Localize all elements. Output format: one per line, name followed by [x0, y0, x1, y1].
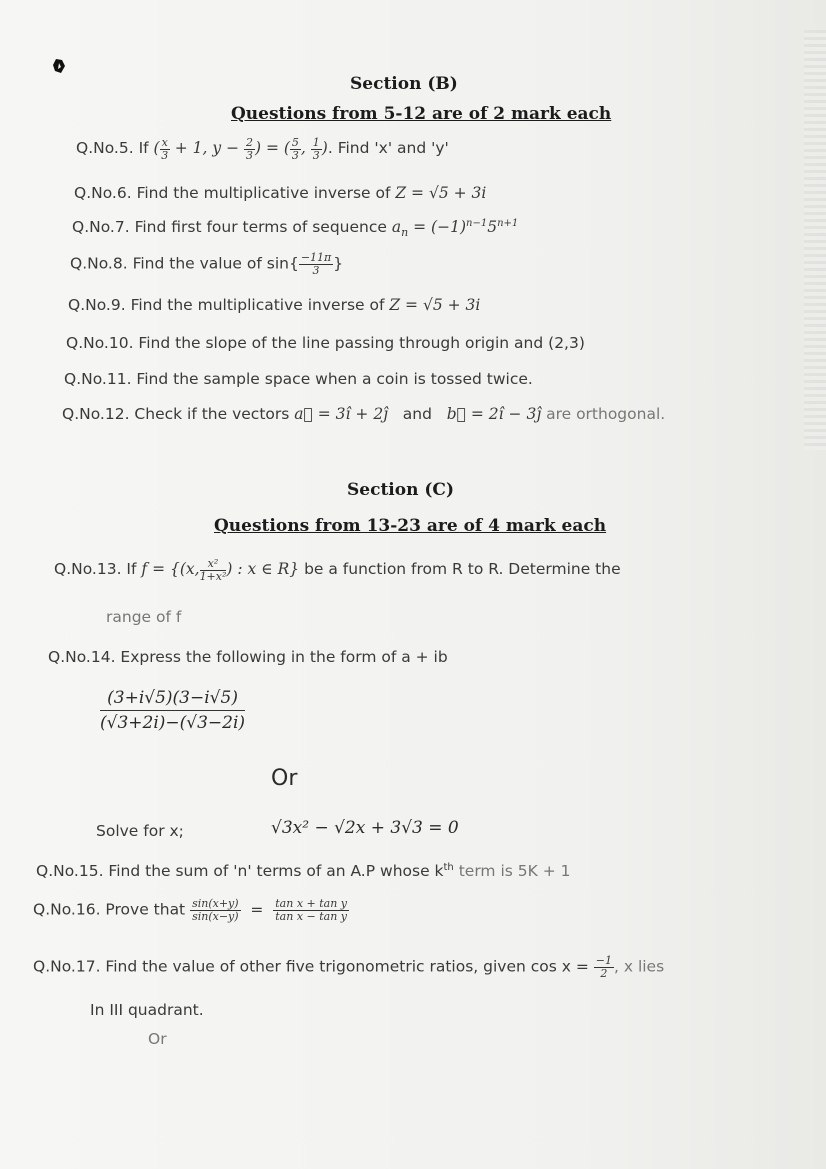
q9-expr: Z = √5 + 3i	[389, 296, 481, 314]
q7-expr: $a_n = (-1)^{n-1}5^{n+1}$	[391, 218, 519, 240]
section-c-title: Section (C)	[347, 480, 454, 500]
question-9	[68, 296, 480, 314]
q5-label: Q.No.5. If	[76, 139, 149, 158]
q12-vector-b: b⃗ = 2î − 3ĵ	[446, 405, 542, 423]
q13-line2: range of f	[106, 608, 182, 626]
q14-numerator: (3+i√5)(3−i√5)	[100, 688, 245, 711]
q14-solve-expr: √3x² − √2x + 3√3 = 0	[271, 818, 459, 838]
question-7	[72, 218, 518, 239]
q13-tail: be a function from R to R. Determine the	[304, 560, 621, 579]
q14-fraction	[100, 688, 245, 733]
question-10: Q.No.10. Find the slope of the line passing through origin and (2,3)	[66, 334, 585, 352]
q15-tail: term is 5K + 1	[458, 862, 571, 881]
question-13	[54, 558, 621, 582]
q16-lhs: $\frac{\sin(x+y)}{\sin(x-y)}$	[192, 897, 239, 923]
question-6	[74, 184, 486, 202]
question-11: Q.No.11. Find the sample space when a coin is tossed twice.	[64, 370, 533, 388]
q9-label: Q.No.9. Find the multiplicative inverse of	[68, 296, 385, 314]
q5-tail: . Find 'x' and 'y'	[327, 139, 449, 158]
q17-fraction: $\frac{-1}{2}$	[595, 954, 612, 980]
q12-and: and	[402, 405, 432, 423]
q8-fraction: $\frac{-11\pi}{3}$	[300, 251, 332, 277]
q5-equation: ( $\frac{x}{3}$ + 1, y − $\frac{2}{3}$ ) = ( $\frac{5}{3}$ , $\frac{1}{3}$ )	[153, 136, 328, 162]
question-17	[33, 955, 664, 979]
q15-label: Q.No.15. Find the sum of 'n' terms of an A.P whose k	[36, 862, 444, 881]
q17-tail: , x lies	[613, 957, 665, 976]
question-14: Q.No.14. Express the following in the form of a + ib	[48, 648, 448, 666]
q6-expr: Z = √5 + 3i	[395, 184, 487, 202]
q14-denominator: (√3+2i)−(√3−2i)	[100, 713, 246, 733]
section-c-subtitle: Questions from 13-23 are of 4 mark each	[214, 516, 607, 536]
ink-blot-icon	[52, 58, 66, 74]
question-12	[62, 405, 665, 423]
section-b-title: Section (B)	[350, 74, 458, 94]
question-8	[70, 252, 343, 276]
q8-close: }	[333, 254, 344, 273]
section-b-subtitle: Questions from 5-12 are of 2 mark each	[231, 104, 612, 124]
q15-sup: th	[443, 862, 454, 873]
q14-solve-label: Solve for x;	[96, 822, 184, 840]
q7-label: Q.No.7. Find first four terms of sequence	[72, 218, 387, 237]
question-5	[76, 137, 449, 161]
q12-tail: are orthogonal.	[546, 405, 666, 423]
q17-line2: In III quadrant.	[90, 1001, 204, 1019]
q12-label: Q.No.12. Check if the vectors	[62, 405, 290, 423]
q13-set: f = {(x, $\frac{\text{x²}}{\text{1+x²}}$ ) : x ∈ R}	[141, 557, 300, 583]
q16-eq: =	[250, 900, 264, 919]
q14-or: Or	[271, 766, 298, 791]
q8-label: Q.No.8. Find the value of sin{	[70, 254, 299, 273]
q17-or: Or	[148, 1030, 167, 1048]
scan-edge-artifact	[804, 30, 826, 450]
q13-label: Q.No.13. If	[54, 560, 137, 579]
q17-label: Q.No.17. Find the value of other five trigonometric ratios, given cos x =	[33, 957, 589, 976]
q6-label: Q.No.6. Find the multiplicative inverse of	[74, 184, 391, 202]
question-15	[36, 862, 571, 880]
q16-label: Q.No.16. Prove that	[33, 900, 186, 919]
q16-rhs: $\frac{\text{tan x + tan y}}{\text{tan x − tan y}}$	[275, 897, 348, 923]
question-16	[33, 898, 349, 922]
q12-vector-a: a⃗ = 3î + 2ĵ	[294, 405, 388, 423]
